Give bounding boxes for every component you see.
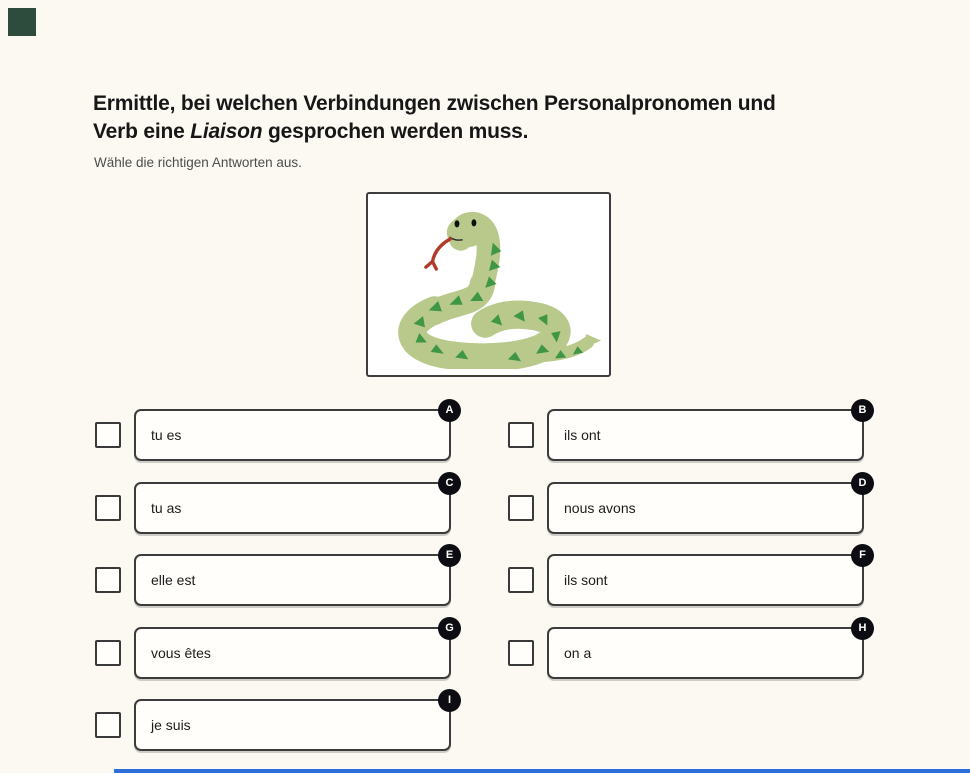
answer-box-d[interactable] [547, 476, 867, 534]
answer-checkbox-f[interactable] [508, 567, 534, 593]
answer-option-b [508, 404, 867, 461]
title-line1: Ermittle, bei welchen Verbindungen zwischen Personalpronomen und [93, 92, 776, 115]
answer-label: nous avons [564, 499, 636, 516]
answer-label: ils sont [564, 572, 608, 588]
answer-checkbox-g[interactable] [95, 640, 121, 666]
answer-box-c[interactable] [134, 476, 454, 534]
answer-checkbox-c[interactable] [95, 495, 121, 521]
answer-letter-badge: I [438, 689, 461, 712]
answer-option-e [95, 549, 454, 606]
answer-option-a [95, 404, 454, 461]
answer-label: elle est [151, 572, 196, 588]
illustration-card [366, 192, 611, 377]
answer-checkbox-i[interactable] [95, 712, 121, 738]
answer-box-e[interactable] [134, 549, 454, 606]
answer-box-g[interactable] [134, 621, 454, 679]
options-column-left [95, 404, 454, 772]
answer-option-h [508, 621, 867, 679]
answer-option-c [95, 476, 454, 534]
answer-box-i[interactable] [134, 694, 452, 751]
answer-box-a[interactable] [134, 404, 454, 461]
title-line2-pre: Verb eine [93, 120, 191, 143]
answer-label: tu as [151, 499, 182, 516]
answer-box-h[interactable] [547, 621, 867, 679]
answer-box-f[interactable] [547, 549, 866, 606]
exercise-title [93, 90, 883, 146]
answer-letter-badge: H [851, 617, 874, 640]
answer-checkbox-h[interactable] [508, 640, 534, 666]
answer-letter-badge: F [851, 544, 874, 567]
answer-letter-badge: D [851, 472, 874, 495]
answer-label: ils ont [564, 427, 601, 443]
answer-label: vous êtes [151, 644, 211, 661]
answer-checkbox-d[interactable] [508, 495, 534, 521]
options-column-right [508, 404, 867, 699]
answer-label: tu es [151, 427, 182, 443]
answer-option-f [508, 549, 866, 606]
answer-label: je suis [151, 717, 191, 733]
corner-accent-square [8, 8, 36, 36]
answer-checkbox-b[interactable] [508, 422, 534, 448]
answer-letter-badge: A [438, 399, 461, 422]
title-liaison-italic: Liaison [190, 120, 263, 143]
answer-option-d [508, 476, 867, 534]
answer-letter-badge: C [438, 472, 461, 495]
answer-label: on a [564, 644, 592, 661]
answer-letter-badge: B [851, 399, 874, 422]
title-line2-post: gesprochen werden muss. [262, 120, 529, 143]
answer-letter-badge: G [438, 617, 461, 640]
exercise-instruction: Wähle die richtigen Antworten aus. [94, 155, 302, 170]
snake-illustration [376, 201, 602, 369]
answer-checkbox-e[interactable] [95, 567, 121, 593]
answer-option-i [95, 694, 452, 751]
answer-checkbox-a[interactable] [95, 422, 121, 448]
answer-letter-badge: E [438, 544, 461, 567]
answer-box-b[interactable] [547, 404, 867, 461]
answer-option-g [95, 621, 454, 679]
bottom-progress-bar [114, 769, 970, 773]
